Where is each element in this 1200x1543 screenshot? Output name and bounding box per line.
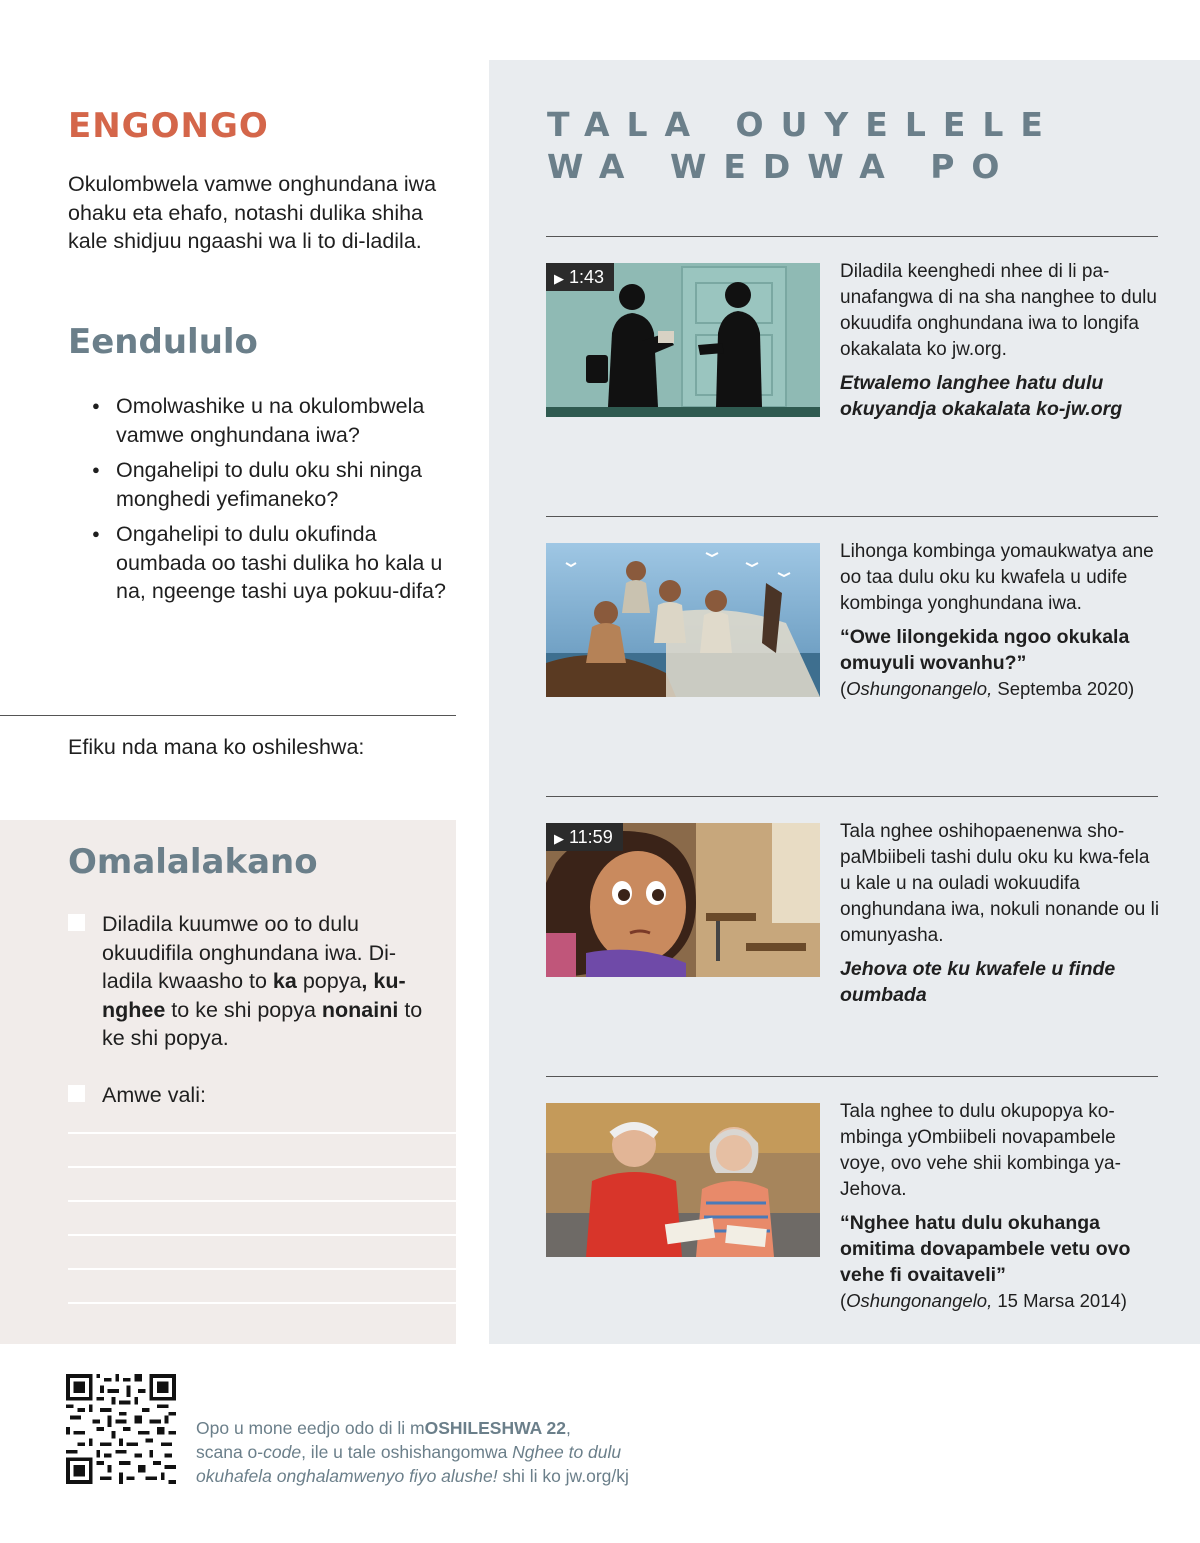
footer-line: scana o-code, ile u tale oshishangomwa Nghee to dulu xyxy=(196,1442,622,1462)
item-divider xyxy=(546,1076,1158,1077)
write-line[interactable] xyxy=(68,1132,456,1134)
article-thumbnail[interactable] xyxy=(546,1103,820,1257)
article-thumbnail[interactable] xyxy=(546,543,820,697)
review-questions xyxy=(92,392,462,613)
item-description: Tala nghee to dulu okupopya ko-mbinga yOmbiibeli novapambele voye, ovo vehe shii kombinga ya-Jehova. xyxy=(840,1101,1121,1200)
play-icon: ▶ xyxy=(554,831,564,846)
qr-code[interactable] xyxy=(66,1374,176,1484)
write-line[interactable] xyxy=(68,1268,456,1270)
item-source: (Oshungonangelo, 15 Marsa 2014) xyxy=(840,1290,1127,1311)
item-description: Tala nghee oshihopaenenwa sho-paMbiibeli tashi dulu oku ku kwa-fela u kale u na ouladi wokuudifa onghundana iwa, nokuli nonande ou li omunyasha. xyxy=(840,821,1160,946)
video-duration-badge: ▶ 11:59 xyxy=(546,823,623,851)
write-line[interactable] xyxy=(68,1302,456,1304)
write-line[interactable] xyxy=(68,1200,456,1202)
goal-item xyxy=(68,910,438,1053)
write-line[interactable] xyxy=(68,1234,456,1236)
item-description: Lihonga kombinga yomaukwatya ane oo taa dulu oku ku kwafela u udife kombinga yonghundana iwa. xyxy=(840,541,1154,614)
video-thumbnail[interactable] xyxy=(546,823,820,977)
goal-item-other xyxy=(68,1081,438,1110)
date-completed-label: Efiku nda mana ko oshileshwa: xyxy=(68,735,365,759)
video-duration-badge: ▶ 1:43 xyxy=(546,263,614,291)
couple-reading-illustration xyxy=(546,1103,820,1257)
item-title-link[interactable]: Etwalemo langhee hatu dulu okuyandja okakalata ko-jw.org xyxy=(840,372,1123,420)
footer-line: Opo u mone eedjo odo di li mOSHILESHWA 22, xyxy=(196,1418,571,1438)
video-thumbnail[interactable] xyxy=(546,263,820,417)
item-divider xyxy=(546,796,1158,797)
goal-text: Diladila kuumwe oo to dulu okuudifila onghundana iwa. Di-ladila kwaasho to ka popya, ku-nghee to ke shi popya nonaini to ke shi popya. xyxy=(102,912,423,1050)
play-icon: ▶ xyxy=(554,271,564,286)
item-source: (Oshungonangelo, Septemba 2020) xyxy=(840,678,1135,699)
review-question: ● Omolwashike u na okulombwela vamwe onghundana iwa? xyxy=(92,392,462,449)
related-heading: TALA OUYELELE WA WEDWA PO xyxy=(547,105,1060,186)
goal-other-label: Amwe vali: xyxy=(102,1083,206,1107)
eendululo-heading: Eendululo xyxy=(68,322,258,362)
goal-checkbox[interactable] xyxy=(68,914,85,931)
section-divider xyxy=(0,715,456,716)
item-title-link[interactable]: “Owe lilongekida ngoo okukala omuyuli wovanhu?” (Oshungonangelo, Septemba 2020) xyxy=(840,624,1160,702)
intro-text: Okulombwela vamwe onghundana iwa ohaku eta ehafo, notashi dulika shiha kale shidjuu ngaashi wa li to di-ladila. xyxy=(68,172,437,253)
review-question: ● Ongahelipi to dulu okufinda oumbada oo tashi dulika ho kala u na, ngeenge tashi uya pokuu-difa? xyxy=(92,520,462,606)
item-divider xyxy=(546,236,1158,237)
engongo-heading: ENGONGO xyxy=(68,106,269,146)
write-line[interactable] xyxy=(68,1166,456,1168)
omalalakano-heading: Omalalakano xyxy=(68,842,318,882)
item-title-link[interactable]: “Nghee hatu dulu okuhanga omitima dovapambele vetu ovo vehe fi ovaitaveli” (Oshungonangelo, 15 Marsa 2014) xyxy=(840,1210,1160,1314)
review-question: ● Ongahelipi to dulu oku shi ninga monghedi yefimaneko? xyxy=(92,456,462,513)
fishermen-illustration xyxy=(546,543,820,697)
item-description: Diladila keenghedi nhee di li pa-unafangwa di na sha nanghee to dulu okuudifa onghundana iwa to longifa okakalata ko jw.org. xyxy=(840,261,1157,360)
item-title-link[interactable]: Jehova ote ku kwafele u finde oumbada xyxy=(840,958,1116,1006)
footer-note xyxy=(196,1416,716,1488)
item-divider xyxy=(546,516,1158,517)
footer-line: okuhafela onghalamwenyo fiyo alushe! shi li ko jw.org/kj xyxy=(196,1466,629,1486)
goal-checkbox[interactable] xyxy=(68,1085,85,1102)
